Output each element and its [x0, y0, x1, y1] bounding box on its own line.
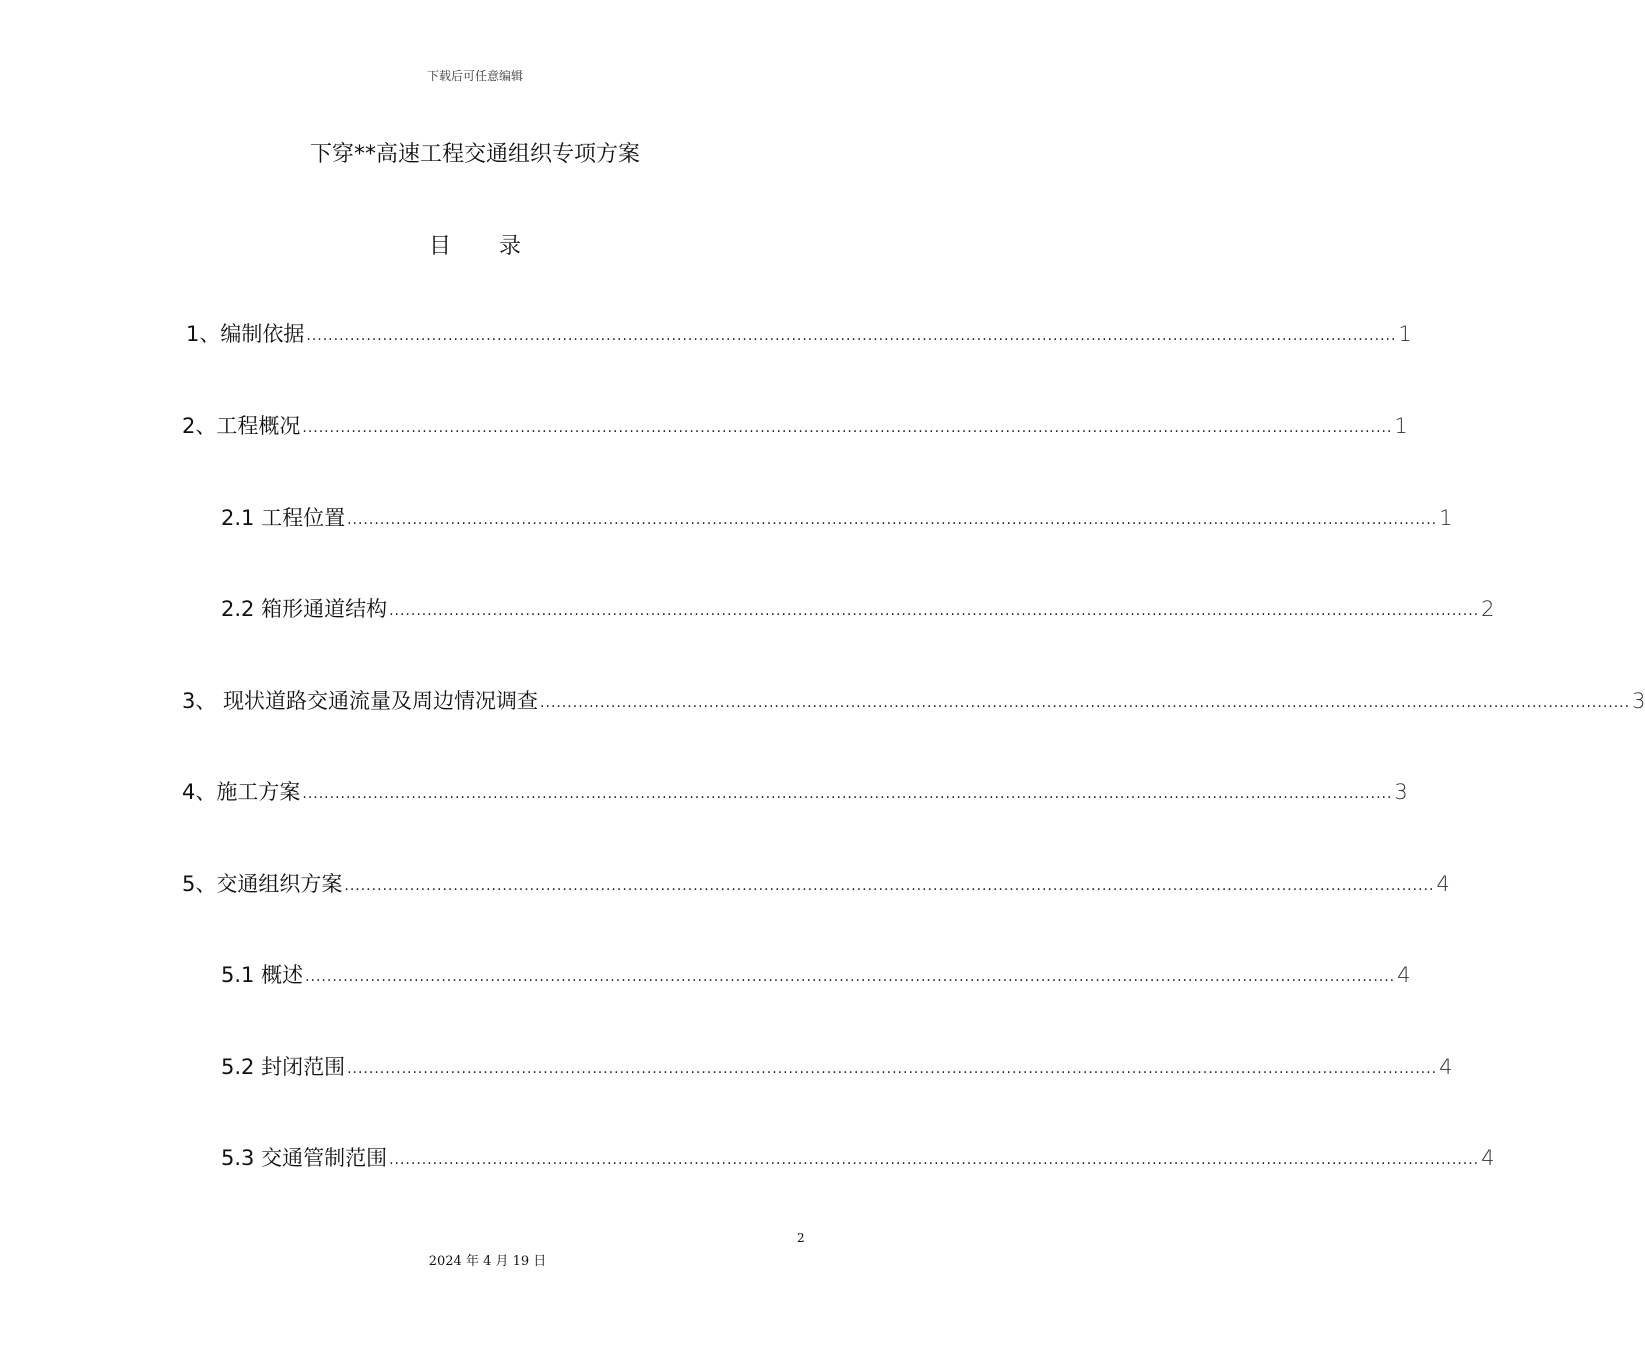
toc-leader-dots: ........................................................................................................................................................................................................: [540, 695, 1631, 711]
toc-entry-label: 4、施工方案: [182, 780, 301, 804]
toc-entry-3[interactable]: [182, 685, 1645, 715]
toc-entry-5-1[interactable]: [221, 959, 1411, 989]
toc-leader-dots: ........................................................................................................................................................................................................: [302, 786, 1393, 802]
toc-entry-2-2[interactable]: [221, 593, 1495, 623]
toc-entry-label: 2.1 工程位置: [221, 506, 346, 530]
toc-entry-label: 2.2 箱形通道结构: [221, 597, 388, 621]
toc-entry-page: 3: [1632, 689, 1645, 713]
toc-entry-page: 1: [1398, 322, 1412, 346]
toc-leader-dots: ........................................................................................................................................................................................................: [347, 512, 1438, 528]
toc-entry-label: 3、 现状道路交通流量及周边情况调查: [182, 689, 539, 713]
footer-page-number: 2: [797, 1231, 805, 1245]
toc-leader-dots: ........................................................................................................................................................................................................: [306, 328, 1397, 344]
toc-entry-label: 5.1 概述: [221, 963, 304, 987]
toc-entry-label: 1、编制依据: [186, 322, 305, 346]
toc-entry-4[interactable]: [182, 776, 1408, 806]
toc-heading-right: 录: [499, 234, 522, 259]
toc-entry-page: 1: [1439, 506, 1453, 530]
toc-leader-dots: ........................................................................................................................................................................................................: [344, 878, 1435, 894]
toc-leader-dots: ........................................................................................................................................................................................................: [305, 969, 1396, 985]
toc-entry-page: 4: [1439, 1055, 1453, 1079]
toc-heading-left: 目: [428, 234, 451, 259]
toc-entry-2-1[interactable]: [221, 502, 1453, 532]
toc-leader-dots: ........................................................................................................................................................................................................: [347, 1061, 1438, 1077]
toc-entry-page: 1: [1394, 414, 1408, 438]
toc-entry-page: 4: [1397, 963, 1411, 987]
toc-entry-1[interactable]: [186, 318, 1412, 348]
footer-date: 2024 年 4 月 19 日: [428, 1254, 547, 1269]
document-title: 下穿**高速工程交通组织专项方案: [309, 142, 640, 167]
toc-entry-2[interactable]: [182, 410, 1408, 440]
toc-entry-label: 5、交通组织方案: [182, 872, 343, 896]
toc-entry-5[interactable]: [182, 868, 1450, 898]
toc-entry-5-3[interactable]: [221, 1142, 1495, 1172]
toc-entry-5-2[interactable]: [221, 1051, 1453, 1081]
toc-entry-label: 5.2 封闭范围: [221, 1055, 346, 1079]
toc-entry-page: 2: [1481, 597, 1495, 621]
toc-entry-page: 4: [1481, 1146, 1495, 1170]
toc-entry-label: 5.3 交通管制范围: [221, 1146, 388, 1170]
toc-entry-page: 3: [1394, 780, 1408, 804]
toc-leader-dots: ........................................................................................................................................................................................................: [389, 603, 1480, 619]
toc-entry-page: 4: [1436, 872, 1450, 896]
toc-entry-label: 2、工程概况: [182, 414, 301, 438]
toc-leader-dots: ........................................................................................................................................................................................................: [389, 1152, 1480, 1168]
header-note: 下载后可任意编辑: [426, 69, 523, 83]
toc-leader-dots: ........................................................................................................................................................................................................: [302, 420, 1393, 436]
